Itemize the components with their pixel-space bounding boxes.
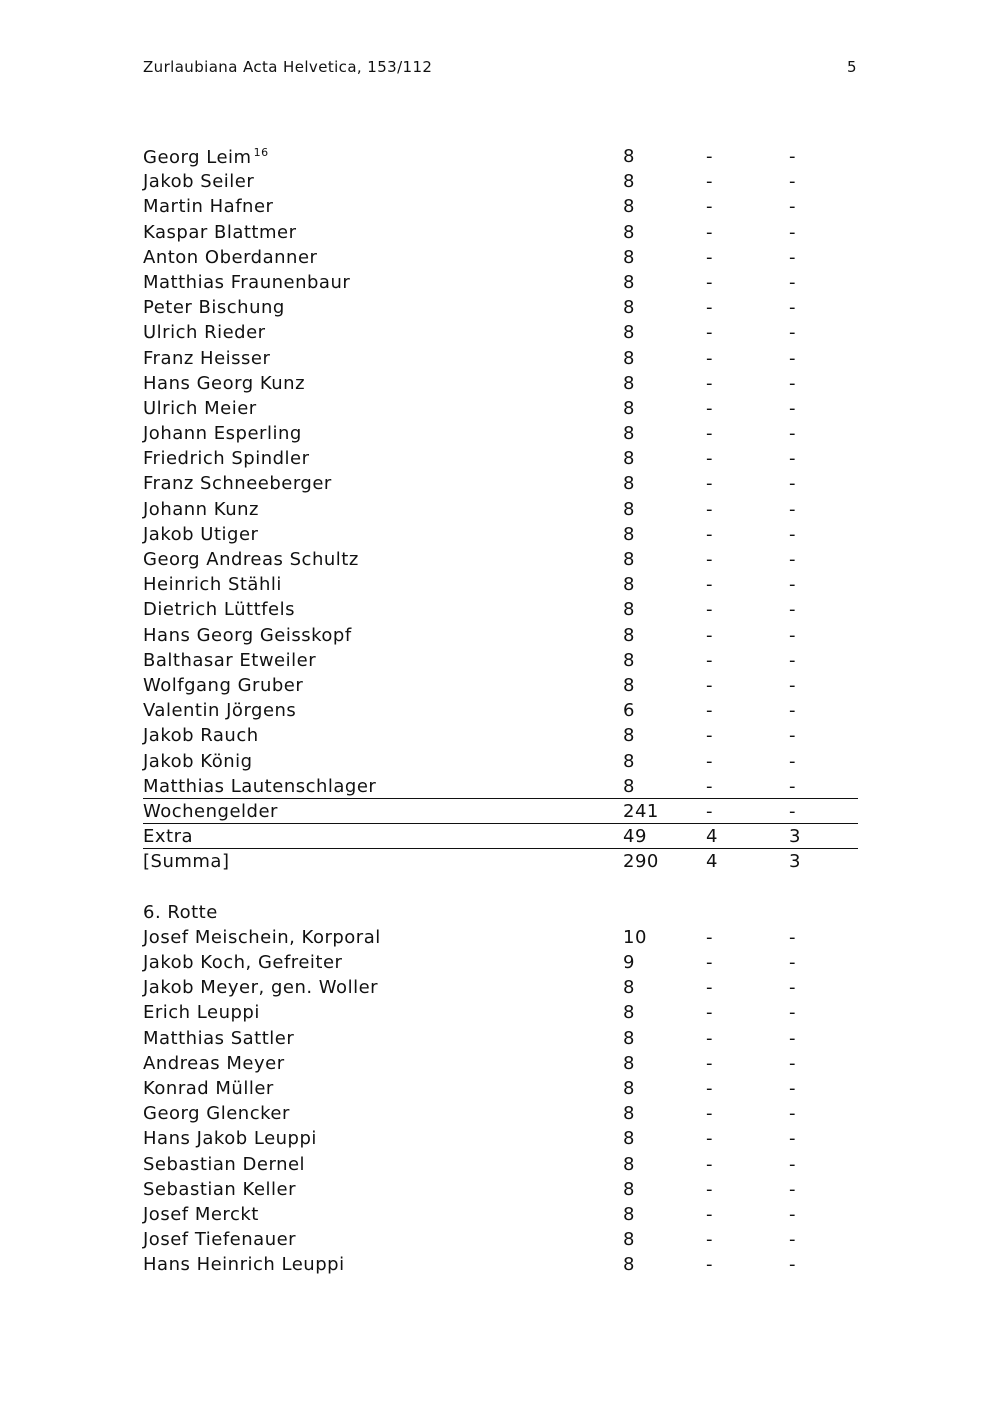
row-value-1: 8	[623, 1229, 635, 1251]
table-row	[143, 623, 858, 648]
row-value-2: -	[706, 473, 713, 495]
row-name: Johann Esperling	[143, 423, 302, 445]
row-value-2: -	[706, 674, 713, 696]
row-name: Jakob Koch, Gefreiter	[143, 952, 343, 973]
table-row	[143, 1152, 858, 1177]
row-name: Wochengelder	[143, 800, 278, 822]
row-value-3: -	[789, 523, 796, 545]
section-wages-list	[143, 144, 858, 799]
row-value-2: -	[706, 146, 713, 167]
row-value-3: -	[789, 322, 796, 344]
ledger-table	[143, 144, 858, 1277]
row-value-1: 8	[623, 1203, 635, 1225]
extra-row	[143, 824, 858, 849]
row-name: Jakob König	[143, 750, 253, 772]
row-name: Valentin Jörgens	[143, 700, 297, 722]
row-value-2: -	[706, 423, 713, 445]
section-spacer	[143, 874, 858, 899]
row-name: Hans Georg Geisskopf	[143, 624, 352, 646]
row-name: Franz Heisser	[143, 347, 271, 369]
row-name: Johann Kunz	[143, 498, 259, 520]
table-row	[143, 774, 858, 799]
table-row	[143, 547, 858, 572]
table-row	[143, 169, 858, 194]
row-name: Ulrich Meier	[143, 397, 257, 419]
row-name: Josef Merckt	[143, 1203, 259, 1225]
footnote-marker: 16	[253, 146, 269, 159]
row-value-3: -	[789, 624, 796, 646]
row-value-1: 8	[623, 523, 635, 545]
table-row	[143, 371, 858, 396]
table-row	[143, 1202, 858, 1227]
table-row	[143, 1101, 858, 1126]
row-value-1: 241	[623, 800, 659, 822]
row-value-1: 8	[623, 1027, 635, 1049]
row-value-3: -	[789, 725, 796, 747]
row-value-1: 8	[623, 1103, 635, 1125]
row-value-3: -	[789, 473, 796, 495]
table-row	[143, 572, 858, 597]
row-value-3: -	[789, 372, 796, 394]
table-row	[143, 1252, 858, 1277]
row-name: Balthasar Etweiler	[143, 649, 317, 671]
row-value-3: -	[789, 1027, 796, 1049]
source-reference: Zurlaubiana Acta Helvetica, 153/112	[143, 58, 433, 76]
row-value-1: 8	[623, 775, 635, 797]
row-value-2: -	[706, 372, 713, 394]
row-value-2: -	[706, 599, 713, 621]
row-value-2: -	[706, 448, 713, 470]
row-value-3: -	[789, 271, 796, 293]
row-value-1: 8	[623, 1052, 635, 1074]
row-name: Jakob Meyer, gen. Woller	[143, 977, 379, 999]
row-value-1: 8	[623, 674, 635, 696]
table-row	[143, 749, 858, 774]
row-value-2: -	[706, 171, 713, 193]
row-value-1: 8	[623, 473, 635, 495]
table-row	[143, 471, 858, 496]
table-row	[143, 698, 858, 723]
table-row	[143, 1051, 858, 1076]
table-row	[143, 396, 858, 421]
row-value-3: -	[789, 549, 796, 570]
table-row	[143, 220, 858, 245]
row-value-1: 8	[623, 1002, 635, 1024]
table-row	[143, 648, 858, 673]
table-row	[143, 950, 858, 975]
row-value-2: -	[706, 347, 713, 369]
table-row	[143, 446, 858, 471]
row-name: Sebastian Keller	[143, 1178, 297, 1200]
row-value-3: -	[789, 649, 796, 671]
row-value-2: 4	[706, 851, 718, 873]
row-name: Konrad Müller	[143, 1077, 274, 1099]
section-rotte-list	[143, 925, 858, 1278]
row-value-2: -	[706, 322, 713, 344]
table-row	[143, 245, 858, 270]
row-name: Matthias Lautenschlager	[143, 775, 377, 797]
table-row	[143, 597, 858, 622]
table-row	[143, 522, 858, 547]
row-value-2: -	[706, 1077, 713, 1099]
row-value-3: -	[789, 800, 796, 822]
row-value-3: -	[789, 1002, 796, 1024]
row-value-3: -	[789, 1077, 796, 1099]
row-name: Hans Heinrich Leuppi	[143, 1254, 345, 1276]
rotte-title: 6. Rotte	[143, 901, 218, 923]
row-name: Jakob Rauch	[143, 725, 259, 747]
row-value-3: -	[789, 171, 796, 193]
row-value-2: -	[706, 700, 713, 722]
page-header	[143, 58, 857, 76]
row-name: Franz Schneeberger	[143, 473, 332, 495]
row-name: Anton Oberdanner	[143, 246, 318, 268]
row-name: Andreas Meyer	[143, 1052, 285, 1074]
row-value-1: 8	[623, 977, 635, 999]
row-value-1: 8	[623, 372, 635, 394]
row-value-3: -	[789, 448, 796, 470]
row-value-3: -	[789, 1254, 796, 1276]
row-name: Sebastian Dernel	[143, 1153, 306, 1175]
row-value-3: -	[789, 1052, 796, 1074]
row-name: Josef Tiefenauer	[143, 1229, 297, 1251]
row-value-1: 8	[623, 1128, 635, 1150]
row-name: Hans Georg Kunz	[143, 372, 306, 394]
table-row	[143, 194, 858, 219]
row-value-2: -	[706, 649, 713, 671]
row-value-2: 4	[706, 826, 718, 848]
table-row	[143, 1177, 858, 1202]
row-value-1: 8	[623, 574, 635, 596]
row-value-1: 8	[623, 448, 635, 470]
row-value-2: -	[706, 1203, 713, 1225]
row-value-3: 3	[789, 826, 801, 848]
section-title	[143, 900, 858, 925]
row-value-1: 8	[623, 146, 635, 167]
row-value-1: 8	[623, 397, 635, 419]
row-value-1: 8	[623, 599, 635, 621]
table-row	[143, 1227, 858, 1252]
row-name: Georg Glencker	[143, 1103, 290, 1125]
row-value-3: -	[789, 347, 796, 369]
row-value-3: -	[789, 397, 796, 419]
row-value-2: -	[706, 196, 713, 218]
row-value-3: -	[789, 246, 796, 268]
row-value-2: -	[706, 1002, 713, 1024]
row-value-2: -	[706, 271, 713, 293]
row-value-2: -	[706, 977, 713, 999]
row-name: Georg Leim $^{16}$	[143, 146, 269, 168]
row-value-1: 8	[623, 498, 635, 520]
row-value-2: -	[706, 1153, 713, 1175]
row-name: Josef Meischein, Korporal	[143, 926, 381, 948]
row-value-2: -	[706, 750, 713, 772]
row-value-3: -	[789, 1103, 796, 1125]
row-value-2: -	[706, 800, 713, 822]
row-name: Dietrich Lüttfels	[143, 599, 295, 621]
row-value-3: -	[789, 952, 796, 973]
row-value-2: -	[706, 549, 713, 570]
table-row	[143, 673, 858, 698]
row-value-3: -	[789, 297, 796, 319]
row-name: Kaspar Blattmer	[143, 221, 297, 243]
row-value-3: -	[789, 1153, 796, 1175]
row-value-2: -	[706, 1128, 713, 1150]
table-row	[143, 723, 858, 748]
row-name: Georg Andreas Schultz	[143, 549, 359, 570]
row-name: Hans Jakob Leuppi	[143, 1128, 317, 1150]
row-value-3: -	[789, 775, 796, 797]
row-value-1: 8	[623, 347, 635, 369]
row-value-3: -	[789, 674, 796, 696]
row-value-3: -	[789, 599, 796, 621]
row-name: Matthias Fraunenbaur	[143, 271, 351, 293]
row-name: Wolfgang Gruber	[143, 674, 304, 696]
row-value-2: -	[706, 624, 713, 646]
row-value-1: 8	[623, 1254, 635, 1276]
row-value-1: 8	[623, 423, 635, 445]
row-value-2: -	[706, 1254, 713, 1276]
wochengelder-row	[143, 799, 858, 824]
row-value-3: 3	[789, 851, 801, 873]
row-value-1: 8	[623, 725, 635, 747]
row-value-3: -	[789, 221, 796, 243]
row-value-1: 49	[623, 826, 647, 848]
row-value-1: 8	[623, 549, 635, 570]
row-value-1: 8	[623, 1077, 635, 1099]
row-value-1: 8	[623, 221, 635, 243]
row-value-3: -	[789, 926, 796, 948]
row-value-3: -	[789, 574, 796, 596]
row-name: Peter Bischung	[143, 297, 285, 319]
row-value-2: -	[706, 725, 713, 747]
row-value-1: 8	[623, 322, 635, 344]
row-value-3: -	[789, 977, 796, 999]
row-name: Erich Leuppi	[143, 1002, 260, 1024]
table-row	[143, 270, 858, 295]
row-value-3: -	[789, 1178, 796, 1200]
table-row	[143, 497, 858, 522]
row-value-1: 8	[623, 196, 635, 218]
row-value-1: 8	[623, 1153, 635, 1175]
row-value-3: -	[789, 1229, 796, 1251]
table-row	[143, 295, 858, 320]
row-value-1: 8	[623, 297, 635, 319]
row-value-2: -	[706, 1178, 713, 1200]
row-value-2: -	[706, 574, 713, 596]
row-value-1: 8	[623, 750, 635, 772]
row-name: [Summa]	[143, 851, 230, 873]
table-row	[143, 1000, 858, 1025]
table-row	[143, 421, 858, 446]
row-value-2: -	[706, 1229, 713, 1251]
row-value-2: -	[706, 1027, 713, 1049]
table-row	[143, 320, 858, 345]
row-value-2: -	[706, 297, 713, 319]
summa-row	[143, 849, 858, 874]
table-row	[143, 1026, 858, 1051]
table-row	[143, 1076, 858, 1101]
row-value-2: -	[706, 952, 713, 973]
row-value-3: -	[789, 423, 796, 445]
row-name: Ulrich Rieder	[143, 322, 266, 344]
table-row	[143, 925, 858, 950]
row-value-1: 8	[623, 246, 635, 268]
page-number: 5	[847, 58, 857, 76]
row-value-2: -	[706, 1052, 713, 1074]
row-value-1: 290	[623, 851, 659, 873]
row-value-3: -	[789, 1203, 796, 1225]
row-value-1: 8	[623, 271, 635, 293]
row-value-1: 8	[623, 171, 635, 193]
table-row	[143, 1126, 858, 1151]
row-value-3: -	[789, 750, 796, 772]
row-value-3: -	[789, 498, 796, 520]
row-value-1: 10	[623, 926, 647, 948]
row-value-2: -	[706, 523, 713, 545]
row-value-1: 9	[623, 952, 635, 973]
row-value-1: 6	[623, 700, 635, 722]
row-name: Jakob Utiger	[143, 523, 259, 545]
row-value-1: 8	[623, 1178, 635, 1200]
row-name: Martin Hafner	[143, 196, 274, 218]
row-value-1: 8	[623, 649, 635, 671]
table-row	[143, 346, 858, 371]
row-name: Extra	[143, 826, 194, 848]
row-value-3: -	[789, 146, 796, 167]
row-value-2: -	[706, 498, 713, 520]
row-value-3: -	[789, 196, 796, 218]
table-row	[143, 975, 858, 1000]
row-value-3: -	[789, 1128, 796, 1150]
row-value-2: -	[706, 926, 713, 948]
row-value-3: -	[789, 700, 796, 722]
row-name: Heinrich Stähli	[143, 574, 282, 596]
row-value-2: -	[706, 246, 713, 268]
row-value-2: -	[706, 1103, 713, 1125]
row-name: Friedrich Spindler	[143, 448, 310, 470]
table-row	[143, 144, 858, 169]
row-name: Matthias Sattler	[143, 1027, 295, 1049]
row-value-2: -	[706, 221, 713, 243]
row-value-2: -	[706, 397, 713, 419]
row-value-2: -	[706, 775, 713, 797]
row-value-1: 8	[623, 624, 635, 646]
row-name: Jakob Seiler	[143, 171, 255, 193]
